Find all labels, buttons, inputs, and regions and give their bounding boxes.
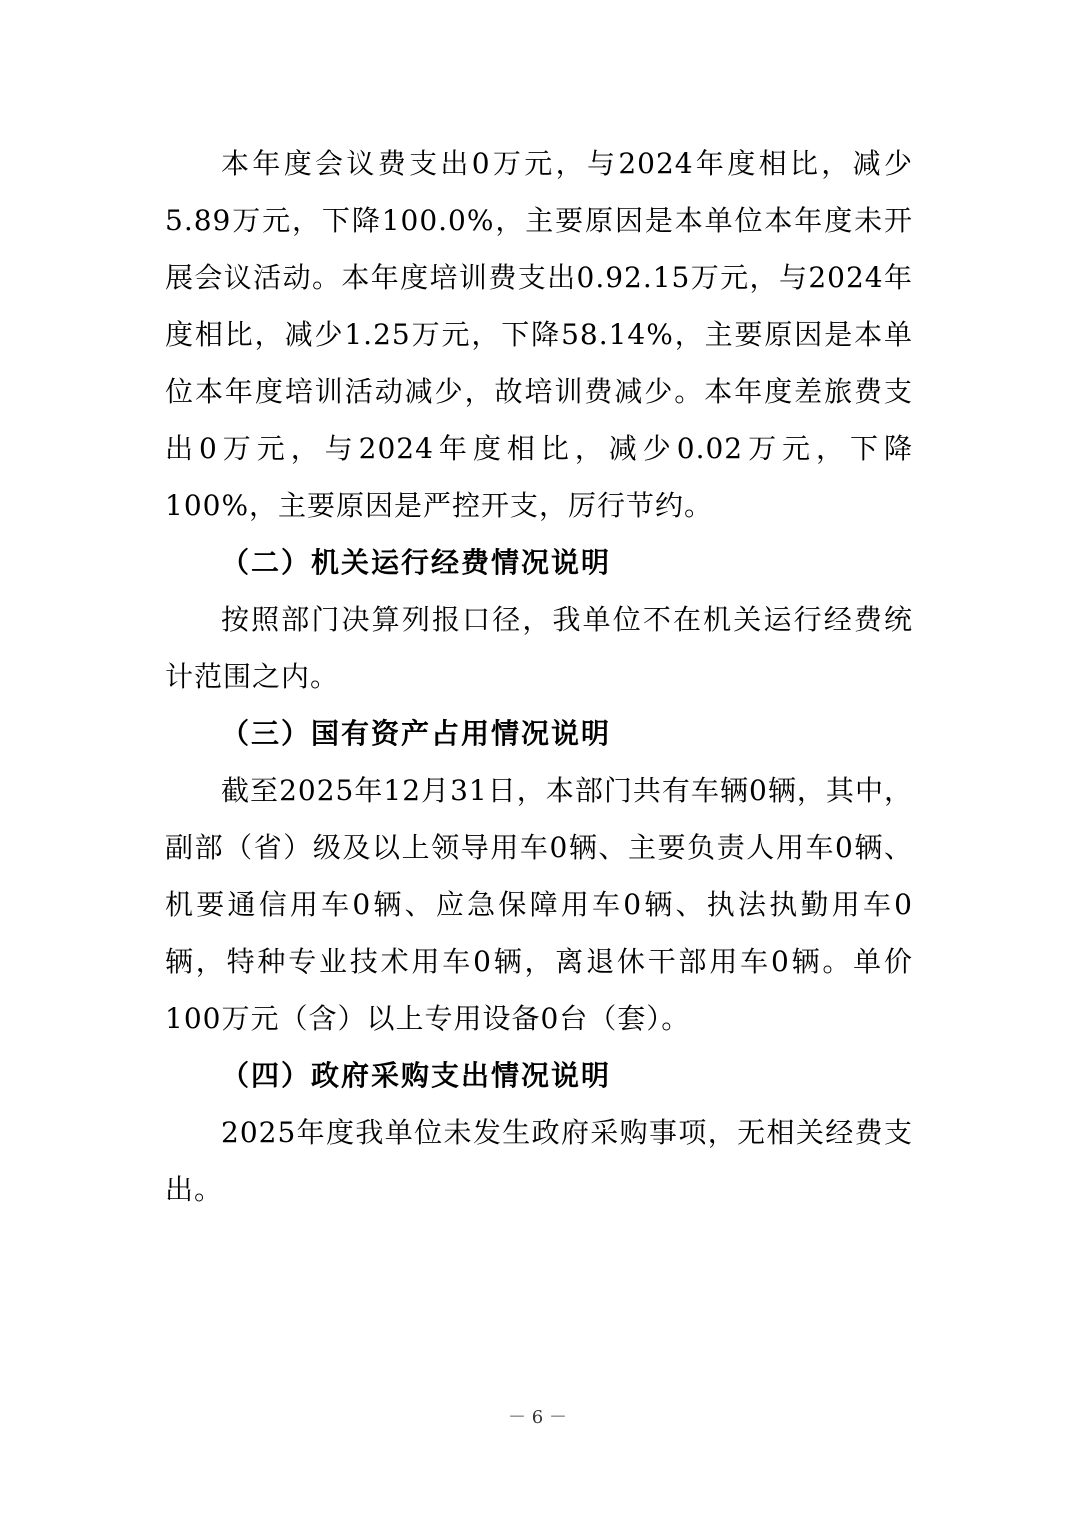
paragraph-state-assets: 截至2025年12月31日，本部门共有车辆0辆，其中，副部（省）级及以上领导用车0辆、主要负责人用车0辆、机要通信用车0辆、应急保障用车0辆、执法执勤用车0辆，特种专业技术用车0辆，离退休干部用车0辆。单价100万元（含）以上专用设备0台（套）。 xyxy=(165,774,913,1035)
section-heading-state-assets: （三）国有资产占用情况说明 xyxy=(221,717,612,750)
document-body xyxy=(165,135,913,1218)
section-heading-procurement: （四）政府采购支出情况说明 xyxy=(221,1059,612,1092)
paragraph-procurement: 2025年度我单位未发生政府采购事项，无相关经费支出。 xyxy=(165,1116,913,1206)
section-heading-operating-funds: （二）机关运行经费情况说明 xyxy=(221,546,612,579)
page-number: － 6 － xyxy=(508,1407,567,1428)
paragraph-expense-summary: 本年度会议费支出0万元，与2024年度相比，减少5.89万元，下降100.0%，主要原因是本单位本年度未开展会议活动。本年度培训费支出0.92.15万元，与2024年度相比，减少1.25万元，下降58.14%，主要原因是本单位本年度培训活动减少，故培训费减少。本年度差旅费支出0万元，与2024年度相比，减少0.02万元，下降100%，主要原因是严控开支，厉行节约。 xyxy=(165,147,913,522)
paragraph-operating-funds: 按照部门决算列报口径，我单位不在机关运行经费统计范围之内。 xyxy=(165,603,913,693)
